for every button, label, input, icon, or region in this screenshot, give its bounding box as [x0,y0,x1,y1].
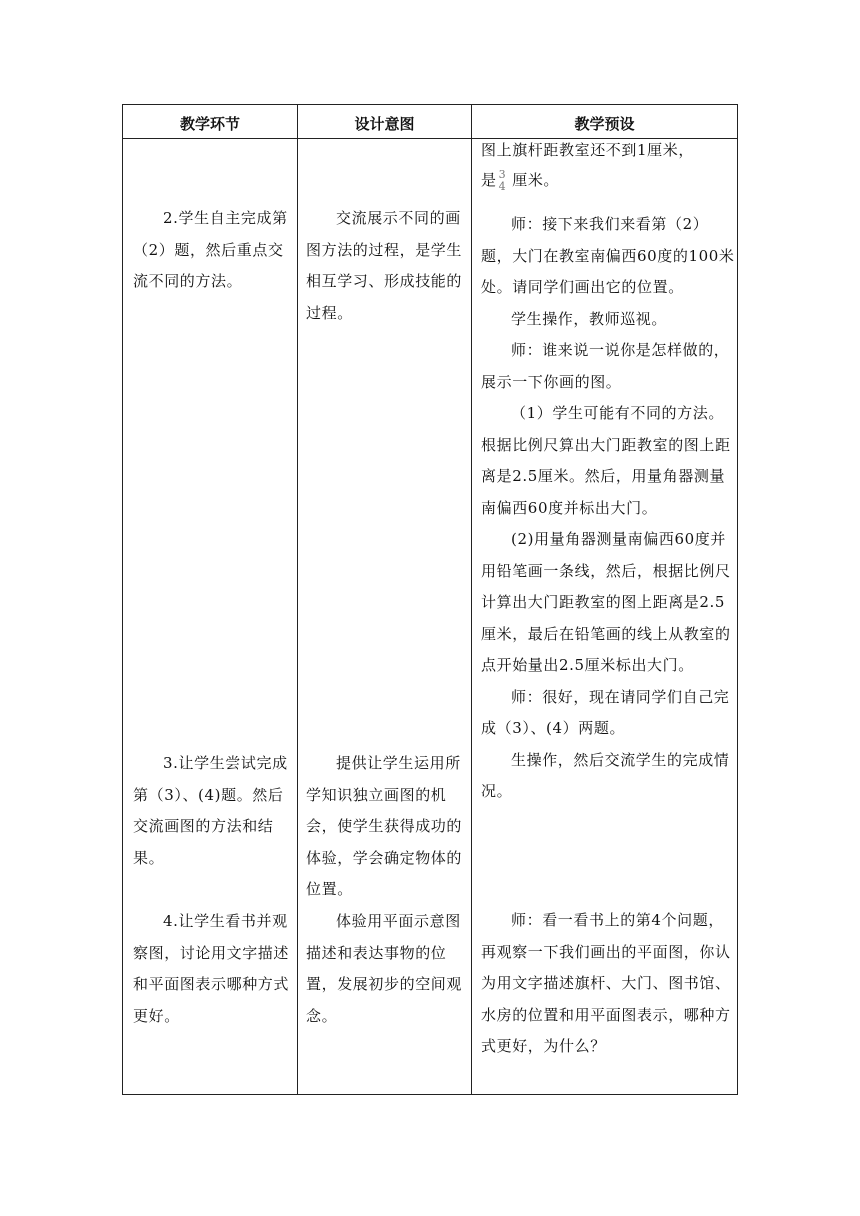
fraction-denominator: 4 [498,180,507,193]
stage-item-2: 2.学生自主完成第（2）题，然后重点交流不同的方法。 [133,209,288,290]
plan-paragraph-8: 师：看一看书上的第4个问题，再观察一下我们画出的平面图，你认为用文字描述旗杆、大门、图书馆、水房的位置和用平面图表示，哪种方式更好，为什么？ [481,911,731,1055]
header-teaching-plan: 教学预设 [574,115,635,133]
lesson-table [122,104,738,1095]
plan-paragraph: 师：很好，现在请同学们自己完成（3）、(4）两题。 [481,687,730,737]
plan-paragraph: 学生操作，教师巡视。 [511,309,668,328]
plan-paragraph: （1）学生可能有不同的方法。根据比例尺算出大门距教室的图上距离是2.5厘米。然后，用量角器测量南偏西60度并标出大门。 [481,404,731,517]
fraction [499,169,507,193]
stage-item-4: 4.让学生看书并观察图，讨论用文字描述和平面图表示哪种方式更好。 [133,912,290,1025]
column-divider [471,105,472,1094]
column-divider [297,105,298,1094]
plan-paragraph: (2)用量角器测量南偏西60度并用铅笔画一条线，然后，根据比例尺计算出大门距教室的图上距离是2.5厘米，最后在铅笔画的线上从教室的点开始量出2.5厘米标出大门。 [481,530,731,674]
stage-item-3: 3.让学生尝试完成第（3）、(4)题。然后交流画图的方法和结果。 [133,754,288,867]
plan-text: 是 [481,171,497,189]
fraction-numerator: 3 [498,168,507,181]
plan-line [481,165,735,195]
plan-text: 厘米。 [512,171,560,189]
intent-item-3: 提供让学生运用所学知识独立画图的机会，使学生获得成功的体验，学会确定物体的位置。 [306,754,463,898]
plan-body [481,209,735,808]
plan-line: 图上旗杆距教室还不到1厘米， [481,141,694,159]
intent-item-4: 体验用平面示意图描述和表达事物的位置，发展初步的空间观念。 [306,912,463,1025]
plan-paragraph: 师：谁来说一说你是怎样做的，展示一下你画的图。 [481,341,730,391]
header-design-intent: 设计意图 [354,115,415,133]
intent-item-2: 交流展示不同的画图方法的过程，是学生相互学习、形成技能的过程。 [306,209,463,322]
plan-paragraph: 师：接下来我们来看第（2）题，大门在教室南偏西60度的100米处。请同学们画出它的位置。 [481,215,735,296]
plan-continuation [481,135,735,195]
plan-paragraph: 生操作，然后交流学生的完成情况。 [481,750,730,800]
header-teaching-stage: 教学环节 [179,115,240,133]
